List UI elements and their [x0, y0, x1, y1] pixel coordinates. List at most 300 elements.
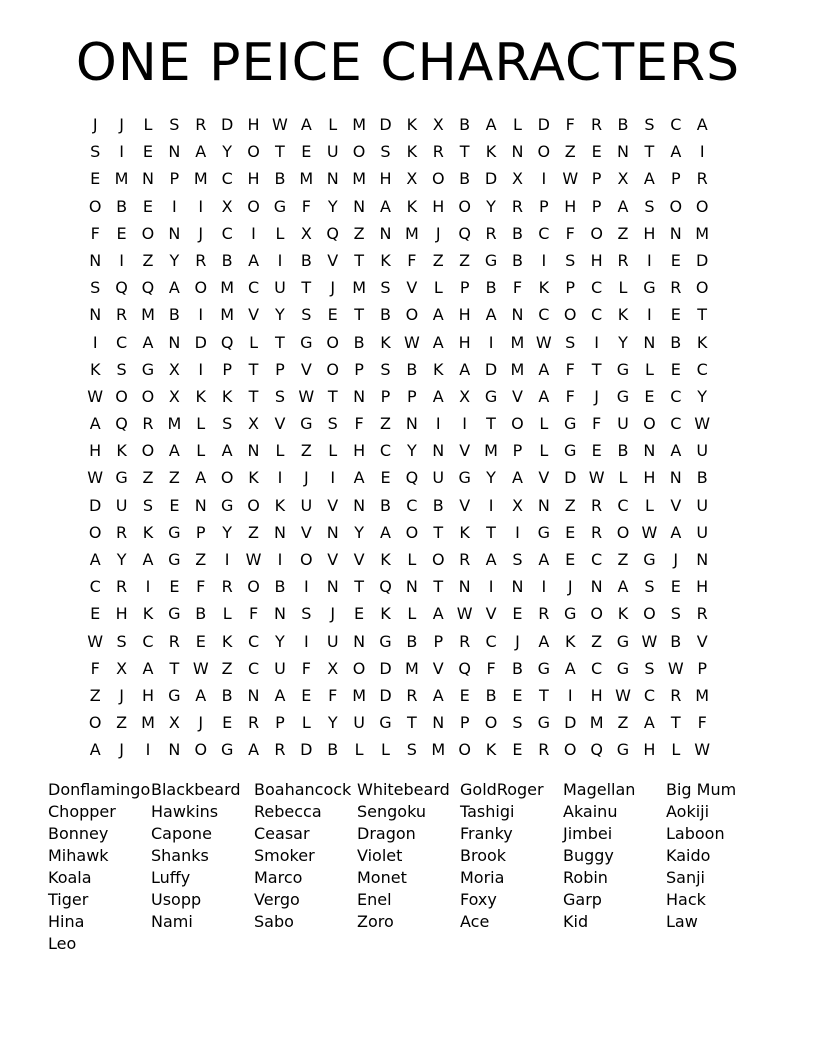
grid-letter: M [404, 223, 419, 243]
grid-letter: M [510, 359, 525, 379]
grid-letter: S [142, 495, 154, 515]
word-list-item: Shanks [151, 846, 209, 865]
grid-letter: A [485, 305, 497, 325]
grid-letter: V [300, 359, 312, 379]
grid-letter: Z [353, 223, 365, 243]
grid-letter: T [486, 522, 496, 542]
grid-letter: J [594, 386, 599, 406]
grid-letter: W [87, 468, 104, 488]
grid-letter: Q [458, 658, 471, 678]
grid-letter: C [696, 359, 708, 379]
grid-letter: B [617, 441, 629, 461]
grid-letter: W [535, 332, 552, 352]
grid-letter: D [484, 169, 498, 189]
grid-letter: C [670, 386, 682, 406]
grid-letter: G [168, 604, 181, 624]
grid-letter: V [406, 278, 418, 298]
grid-letter: C [538, 305, 550, 325]
grid-letter: C [591, 658, 603, 678]
grid-letter: Y [354, 522, 364, 542]
grid-letter: V [485, 604, 497, 624]
grid-letter: G [564, 414, 577, 434]
grid-letter: E [670, 359, 681, 379]
grid-letter: T [169, 658, 180, 678]
grid-letter: F [90, 658, 100, 678]
grid-letter: R [485, 223, 497, 243]
grid-letter: P [407, 386, 417, 406]
grid-letter: H [353, 441, 366, 461]
grid-letter: D [379, 685, 392, 705]
grid-letter: G [537, 713, 551, 733]
grid-letter: B [380, 305, 391, 325]
grid-letter: R [538, 740, 550, 760]
grid-letter: J [567, 577, 573, 597]
grid-letter: B [485, 685, 497, 705]
grid-letter: K [459, 522, 470, 542]
grid-letter: P [459, 713, 470, 733]
grid-letter: N [590, 577, 603, 597]
grid-letter: V [670, 495, 682, 515]
grid-letter: F [565, 115, 575, 134]
grid-letter: A [89, 740, 101, 760]
grid-letter: S [116, 631, 127, 651]
grid-letter: W [694, 740, 711, 760]
grid-letter: Q [141, 278, 155, 298]
word-list-item: Smoker [254, 846, 315, 865]
grid-letter: U [326, 142, 339, 162]
grid-letter: N [168, 142, 181, 162]
grid-letter: T [406, 713, 417, 733]
grid-letter: N [353, 386, 366, 406]
grid-letter: I [488, 495, 494, 515]
grid-letter: Z [89, 685, 101, 705]
grid-letter: E [670, 305, 681, 325]
grid-letter: G [273, 196, 287, 216]
grid-letter: L [328, 441, 338, 461]
grid-letter: A [511, 468, 523, 488]
word-list-item: Leo [48, 934, 77, 953]
grid-letter: I [277, 250, 283, 270]
grid-letter: A [89, 550, 101, 569]
grid-letter: M [299, 169, 314, 189]
grid-letter: S [380, 278, 391, 298]
grid-letter: A [432, 685, 444, 705]
grid-letter: T [433, 522, 444, 542]
grid-letter: L [301, 713, 311, 733]
grid-letter: A [89, 414, 101, 434]
grid-letter: W [562, 169, 579, 189]
grid-letter: N [432, 713, 445, 733]
grid-letter: B [511, 658, 523, 678]
grid-letter: A [643, 713, 655, 733]
grid-letter: B [406, 359, 418, 379]
grid-letter: E [380, 468, 391, 488]
grid-letter: K [380, 250, 391, 270]
grid-letter: N [643, 441, 656, 461]
word-list-item: Kid [563, 912, 589, 931]
grid-letter: L [433, 278, 443, 298]
grid-letter: G [484, 250, 498, 270]
grid-letter: E [591, 441, 602, 461]
grid-letter: M [695, 685, 710, 705]
word-list-item: Vergo [254, 890, 300, 909]
grid-letter: H [643, 740, 656, 760]
word-list-item: Buggy [563, 846, 614, 865]
word-list-item: Violet [357, 846, 403, 865]
grid-letter: C [247, 631, 260, 651]
grid-letter: L [328, 115, 338, 134]
word-list-item: Capone [151, 824, 212, 843]
grid-letter: O [511, 414, 524, 434]
grid-letter: N [141, 169, 154, 189]
word-list-item: Hack [666, 890, 706, 909]
grid-letter: I [330, 468, 336, 488]
grid-letter: E [591, 142, 602, 162]
grid-letter: T [248, 386, 259, 406]
grid-letter: S [670, 604, 681, 624]
grid-letter: Q [590, 740, 603, 760]
grid-letter: R [591, 495, 603, 515]
grid-letter: J [330, 604, 336, 624]
grid-letter: T [644, 142, 655, 162]
grid-letter: F [592, 414, 602, 434]
grid-letter: B [327, 740, 339, 760]
grid-letter: B [221, 250, 233, 270]
grid-letter: N [379, 223, 392, 243]
grid-letter: F [301, 658, 311, 678]
grid-letter: U [326, 631, 339, 651]
grid-letter: P [354, 359, 364, 379]
grid-letter: J [330, 278, 336, 298]
grid-letter: K [617, 604, 629, 624]
grid-letter: B [353, 332, 365, 352]
grid-letter: C [591, 305, 603, 325]
grid-letter: Y [116, 550, 127, 569]
grid-letter: M [404, 658, 419, 678]
grid-letter: N [669, 468, 682, 488]
word-list-item: Monet [357, 868, 407, 887]
grid-letter: I [699, 142, 705, 162]
word-list-item: Big Mum [666, 780, 737, 799]
grid-letter: K [564, 631, 576, 651]
grid-letter: O [88, 196, 102, 216]
word-list-item: Ceasar [254, 824, 310, 843]
grid-letter: J [435, 223, 441, 243]
grid-letter: P [565, 278, 576, 298]
grid-letter: S [512, 713, 523, 733]
grid-letter: R [168, 631, 180, 651]
grid-letter: O [247, 495, 260, 515]
grid-letter: K [433, 359, 444, 379]
grid-letter: K [248, 468, 259, 488]
grid-letter: J [515, 631, 520, 651]
grid-letter: T [697, 305, 708, 325]
grid-letter: V [511, 386, 523, 406]
grid-letter: G [537, 522, 551, 542]
word-list-item: Hawkins [151, 802, 219, 821]
grid-letter: C [591, 550, 603, 569]
grid-letter: Q [405, 468, 419, 488]
grid-letter: I [145, 740, 151, 760]
grid-letter: G [379, 631, 392, 651]
grid-letter: N [353, 631, 366, 651]
grid-letter: W [588, 468, 605, 488]
grid-letter: Z [459, 250, 471, 270]
grid-letter: B [670, 631, 682, 651]
grid-letter: E [116, 223, 127, 243]
grid-letter: N [405, 577, 418, 597]
grid-letter: L [512, 115, 522, 134]
grid-letter: K [195, 386, 206, 406]
grid-letter: E [90, 604, 101, 624]
grid-letter: T [354, 250, 364, 270]
grid-letter: H [247, 169, 260, 189]
word-list-item: Brook [460, 846, 507, 865]
grid-letter: O [458, 196, 471, 216]
word-list-item: Law [666, 912, 698, 931]
word-list-item: Dragon [357, 824, 416, 843]
grid-letter: O [326, 359, 339, 379]
grid-letter: L [143, 115, 153, 134]
word-list-item: Koala [48, 868, 92, 887]
grid-letter: Z [380, 414, 391, 434]
grid-letter: V [327, 250, 339, 270]
grid-letter: Y [222, 142, 233, 162]
grid-letter: Z [116, 713, 128, 733]
grid-letter: M [193, 169, 208, 189]
grid-letter: N [326, 522, 339, 542]
grid-letter: A [670, 441, 682, 461]
grid-letter: G [115, 468, 128, 488]
grid-letter: C [247, 658, 260, 678]
grid-letter: L [671, 740, 681, 760]
grid-letter: G [616, 386, 630, 406]
grid-letter: E [565, 550, 576, 569]
grid-letter: U [696, 495, 709, 515]
grid-letter: N [247, 685, 260, 705]
grid-letter: W [641, 631, 658, 651]
grid-letter: I [488, 577, 494, 597]
grid-letter: O [141, 386, 155, 406]
grid-letter: I [303, 631, 309, 651]
grid-letter: X [432, 115, 444, 134]
word-list-item: Tiger [48, 890, 89, 909]
grid-letter: H [432, 196, 445, 216]
grid-letter: I [277, 550, 283, 569]
grid-letter: N [326, 169, 339, 189]
grid-letter: T [670, 713, 681, 733]
grid-letter: L [539, 441, 549, 461]
grid-letter: R [591, 522, 603, 542]
grid-letter: A [459, 359, 471, 379]
grid-letter: A [380, 196, 391, 216]
grid-letter: T [248, 359, 259, 379]
grid-letter: E [644, 386, 655, 406]
grid-letter: A [432, 305, 444, 325]
grid-letter: C [670, 115, 682, 134]
grid-letter: G [537, 658, 551, 678]
grid-letter: O [247, 142, 260, 162]
grid-letter: P [591, 169, 602, 189]
grid-letter: O [300, 550, 313, 569]
grid-letter: I [92, 332, 98, 352]
word-list-item: Foxy [460, 890, 497, 909]
grid-letter: W [87, 386, 104, 406]
grid-letter: B [195, 604, 207, 624]
grid-letter: G [564, 441, 577, 461]
grid-letter: B [274, 577, 286, 597]
grid-letter: A [617, 196, 629, 216]
grid-letter: S [565, 332, 576, 352]
grid-letter: N [511, 305, 524, 325]
grid-letter: R [459, 631, 471, 651]
grid-letter: M [352, 169, 366, 189]
grid-letter: N [168, 223, 181, 243]
grid-letter: A [221, 441, 233, 461]
grid-letter: N [273, 604, 286, 624]
grid-letter: E [169, 495, 180, 515]
grid-letter: R [617, 250, 629, 270]
grid-letter: F [328, 685, 338, 705]
grid-letter: O [194, 278, 208, 298]
grid-letter: F [196, 577, 206, 597]
grid-letter: V [353, 550, 365, 569]
grid-letter: N [669, 223, 682, 243]
grid-letter: B [116, 196, 128, 216]
grid-letter: K [380, 550, 391, 569]
grid-letter: I [515, 522, 520, 542]
grid-letter: Y [406, 441, 417, 461]
grid-letter: C [221, 223, 233, 243]
grid-letter: P [380, 386, 391, 406]
grid-letter: G [643, 550, 656, 569]
word-list-item: GoldRoger [460, 780, 544, 799]
grid-letter: C [142, 631, 154, 651]
word-list-item: Donflamingo [48, 780, 151, 799]
grid-letter: K [485, 142, 497, 162]
grid-letter: A [248, 250, 260, 270]
grid-letter: T [301, 278, 312, 298]
grid-letter: S [169, 115, 180, 134]
grid-letter: P [591, 196, 602, 216]
grid-letter: F [565, 223, 575, 243]
word-list-item: Robin [563, 868, 608, 887]
grid-letter: O [88, 522, 102, 542]
grid-letter: L [407, 550, 417, 569]
grid-letter: A [643, 169, 655, 189]
grid-letter: W [298, 386, 315, 406]
grid-letter: K [380, 332, 391, 352]
grid-letter: M [220, 278, 235, 298]
grid-letter: B [459, 115, 471, 134]
grid-letter: K [142, 604, 154, 624]
grid-letter: L [644, 495, 654, 515]
grid-letter: I [488, 332, 494, 352]
grid-letter: Z [564, 142, 576, 162]
grid-letter: R [670, 278, 682, 298]
grid-letter: O [695, 196, 709, 216]
grid-letter: X [168, 386, 180, 406]
grid-letter: S [644, 577, 655, 597]
grid-letter: E [301, 685, 312, 705]
grid-letter: I [119, 142, 124, 162]
grid-letter: L [618, 278, 628, 298]
grid-letter: A [538, 386, 550, 406]
grid-letter: L [275, 223, 285, 243]
grid-letter: G [220, 495, 234, 515]
grid-letter: W [641, 522, 658, 542]
grid-letter: R [142, 414, 154, 434]
grid-letter: R [116, 577, 128, 597]
grid-letter: I [198, 305, 204, 325]
letter-grid [82, 111, 715, 764]
grid-letter: E [90, 169, 101, 189]
grid-letter: Z [168, 468, 180, 488]
grid-letter: E [670, 250, 681, 270]
grid-letter: J [92, 115, 98, 134]
grid-letter: I [277, 468, 283, 488]
grid-letter: O [194, 740, 208, 760]
grid-letter: N [247, 441, 260, 461]
page-title: ONE PEICE CHARACTERS [75, 33, 741, 93]
grid-letter: O [563, 740, 577, 760]
grid-letter: I [303, 577, 309, 597]
grid-letter: I [647, 305, 652, 325]
grid-letter: U [274, 278, 286, 298]
grid-letter: U [696, 441, 709, 461]
grid-letter: H [590, 250, 603, 270]
grid-letter: V [432, 658, 444, 678]
grid-letter: I [224, 550, 230, 569]
grid-letter: F [354, 414, 364, 434]
grid-letter: O [115, 386, 128, 406]
grid-letter: L [539, 414, 549, 434]
grid-letter: I [567, 685, 573, 705]
grid-letter: D [564, 713, 577, 733]
grid-letter: X [406, 169, 418, 189]
grid-letter: N [511, 577, 524, 597]
grid-letter: H [379, 169, 392, 189]
word-list-item: Sanji [666, 868, 705, 887]
grid-letter: H [590, 685, 603, 705]
grid-letter: A [248, 740, 260, 760]
grid-letter: Z [564, 495, 576, 515]
grid-letter: D [379, 658, 392, 678]
grid-letter: A [353, 468, 365, 488]
grid-letter: H [643, 468, 656, 488]
grid-letter: T [459, 142, 470, 162]
grid-letter: I [198, 359, 204, 379]
word-list-item: Zoro [357, 912, 394, 931]
grid-letter: H [247, 115, 260, 134]
grid-letter: R [195, 115, 207, 134]
grid-letter: D [696, 250, 709, 270]
grid-letter: Z [617, 223, 629, 243]
grid-letter: T [275, 142, 285, 162]
grid-letter: O [695, 278, 709, 298]
grid-letter: R [274, 740, 286, 760]
grid-letter: X [168, 713, 180, 733]
word-list-item: Bonney [48, 824, 109, 843]
grid-letter: G [168, 685, 181, 705]
grid-letter: S [644, 115, 655, 134]
grid-letter: O [352, 142, 366, 162]
grid-letter: M [220, 305, 235, 325]
grid-letter: F [90, 223, 100, 243]
grid-letter: J [303, 468, 309, 488]
grid-letter: O [326, 332, 339, 352]
grid-letter: I [198, 196, 204, 216]
